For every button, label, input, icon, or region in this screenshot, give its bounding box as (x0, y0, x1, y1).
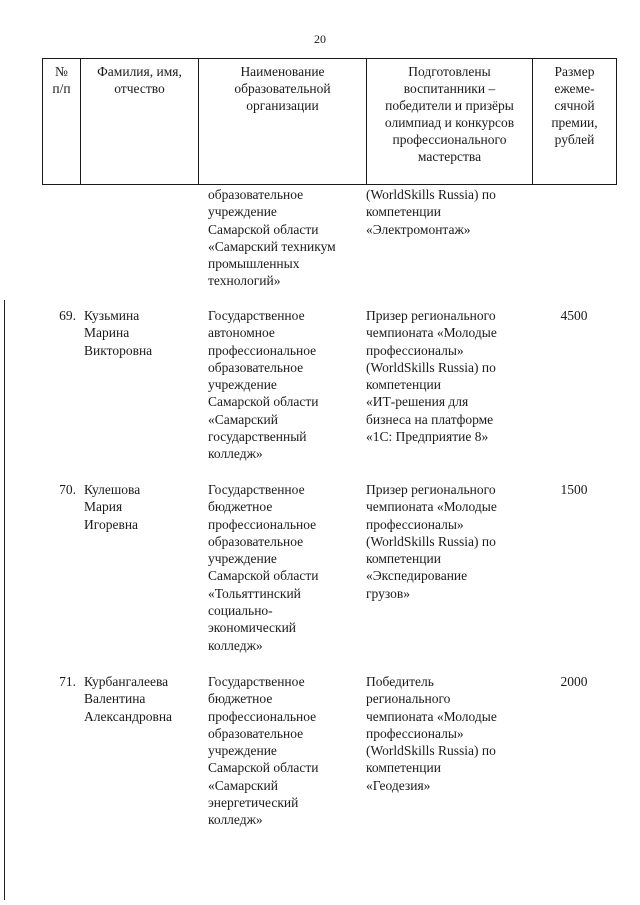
row-number: 71. (59, 674, 76, 689)
row-organization: Государственное бюджетное профессиональное образовательное учреждение Самарской области «Самарский энергетический колледж» (208, 674, 319, 828)
page-number: 20 (314, 32, 326, 46)
row-prize: 4500 (560, 308, 588, 323)
row-prize: 2000 (560, 674, 588, 689)
header-organization: Наименование образовательной организации (199, 59, 367, 185)
table-header (42, 58, 617, 185)
header-name: Фамилия, имя, отчество (81, 59, 199, 185)
row-number: 69. (59, 308, 76, 323)
row-number: 70. (59, 482, 76, 497)
row-achievement: Призер регионального чемпионата «Молодые профессионалы» (WorldSkills Russia) по компетенции «Экспедирование грузов» (366, 482, 497, 601)
row-prize: 1500 (560, 482, 588, 497)
row-organization: Государственное автономное профессиональное образовательное учреждение Самарской области «Самарский государственный колледж» (208, 308, 319, 462)
header-prize: Размер ежеме- сячной премии, рублей (533, 59, 617, 185)
header-achievement: Подготовлены воспитанники – победители и призёры олимпиад и конкурсов профессионального мастерства (367, 59, 533, 185)
scan-edge-line (4, 300, 5, 900)
row-organization: Государственное бюджетное профессиональное образовательное учреждение Самарской области «Тольяттинский социально- экономический колледж» (208, 482, 319, 653)
row-achievement: (WorldSkills Russia) по компетенции «Электромонтаж» (366, 187, 496, 237)
row-name: Кузьмина Марина Викторовна (84, 308, 153, 358)
row-achievement: Призер регионального чемпионата «Молодые профессионалы» (WorldSkills Russia) по компетенции «ИТ-решения для бизнеса на платформе «1С: Предприятие 8» (366, 308, 497, 445)
header-number: № п/п (43, 59, 81, 185)
row-organization: образовательное учреждение Самарской области «Самарский техникум промышленных технологий» (208, 187, 336, 289)
row-name: Кулешова Мария Игоревна (84, 482, 141, 532)
row-achievement: Победитель регионального чемпионата «Молодые профессионалы» (WorldSkills Russia) по компетенции «Геодезия» (366, 674, 497, 793)
row-name: Курбангалеева Валентина Александровна (84, 674, 173, 724)
